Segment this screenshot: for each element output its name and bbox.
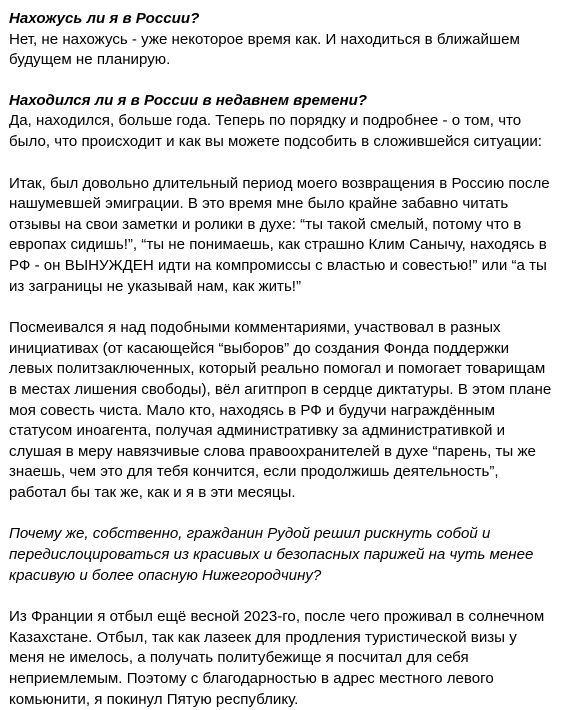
question-heading-1: Нахожусь ли я в России? [9,10,200,27]
body-paragraph-2: Посмеивался я над подобными комментариями, участвовал в разных инициативах (от касающейся “выборов” до создания Фонда поддержки левых политзаключенных, который реально помогал и помогает товарищам в местах лишения свободы), вёл агитпроп в сердце диктатуры. В этом плане моя совесть чиста. Мало кто, находясь в РФ и будучи награждённым статусом иноагента, получая административку за административкой и слушая в меру навязчивые слова правоохранителей в духе “парень, ты же знаешь, чем это для тебя кончится, если продолжишь деятельность”, работал бы так же, как и я в эти месяцы. [9,319,552,501]
paragraph-spacer [9,153,552,174]
body-paragraph-3: Из Франции я отбыл ещё весной 2023-го, после чего проживал в солнечном Казахстане. Отбыл, так как лазеек для продления туристической визы у меня не имелось, а получать политубежище я посчитал для себя неприемлемым. Поэтому с благодарностью в адрес местного левого комьюнити, я покинул Пятую республику. [9,608,545,708]
body-paragraph-1: Итак, был довольно длительный период моего возвращения в Россию после нашумевшей эмиграции. В это время мне было крайне забавно читать отзывы на свои заметки и ролики в духе: “ты такой смелый, потому что в европах сидишь!”, “ты не понимаешь, как страшно Клим Санычу, находясь в РФ - он ВЫНУЖДЕН идти на компромиссы с властью и совестью!” или “а ты из заграницы не указывай нам, как жить!” [9,174,550,295]
paragraph-spacer [9,586,552,607]
paragraph-spacer [9,297,552,318]
paragraph-spacer [9,71,552,91]
paragraph-spacer [9,503,552,524]
question-heading-2: Находился ли я в России в недавнем времени? [9,91,368,109]
answer-paragraph-2: Да, находился, больше года. Теперь по порядку и подробнее - о том, что было, что происходит и как вы можете подсобить в сложившейся ситуации: [9,112,542,150]
answer-paragraph-1: Нет, не нахожусь - уже некоторое время как. И находиться в ближайшем будущем не планирую. [9,30,520,69]
italic-question: Почему же, собственно, гражданин Рудой решил рискнуть собой и передислоцироваться из красивых и безопасных парижей на чуть менее красивую и более опасную Нижегородчину? [9,525,534,584]
